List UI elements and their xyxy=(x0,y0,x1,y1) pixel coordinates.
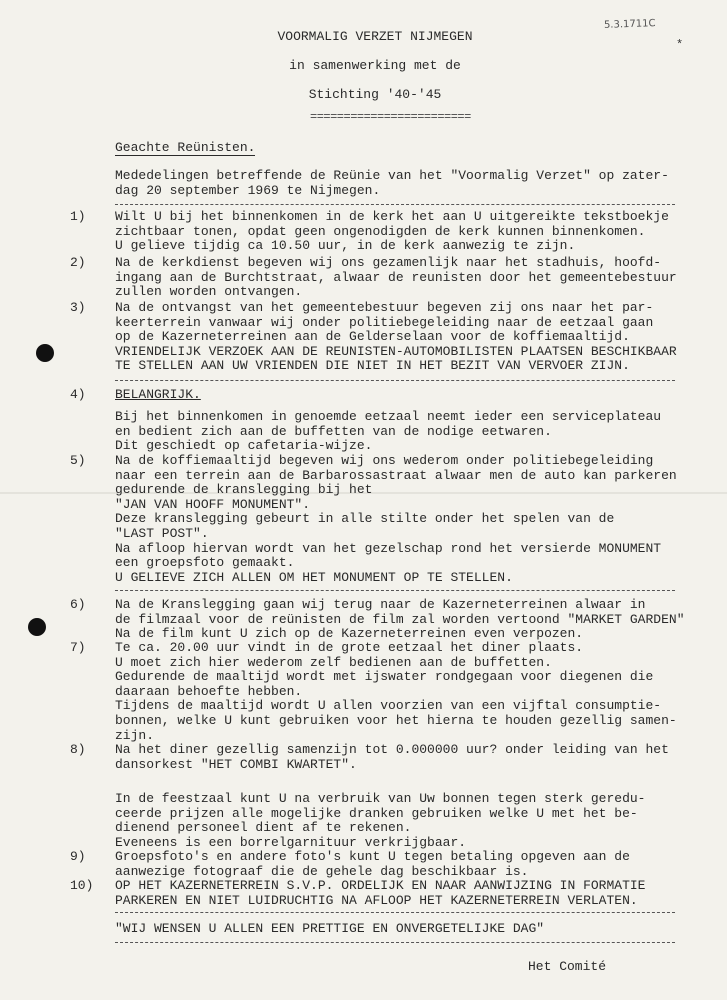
punch-hole-top xyxy=(36,344,54,362)
item-number: 3) xyxy=(70,300,86,315)
item-line: een groepsfoto gemaakt. xyxy=(115,555,295,571)
item-line: daaraan behoefte hebben. xyxy=(115,683,303,699)
item-number: 4) xyxy=(70,387,86,402)
item-line: Deze kranslegging gebeurt in alle stilte onder het spelen van de xyxy=(115,511,615,527)
item-line: op de Kazerneterreinen aan de Gelderselaan voor de koffiemaaltijd. xyxy=(115,329,630,345)
item-line: bonnen, welke U kunt gebruiken voor het hierna te houden gezellig samen- xyxy=(115,712,677,728)
item-1 xyxy=(70,210,680,254)
item-line: Na de kerkdienst begeven wij ons gezamenlijk naar het stadhuis, hoofd- xyxy=(115,255,662,270)
item-8 xyxy=(70,743,680,772)
item-line: U gelieve tijdig ca 10.50 uur, in de kerk aanwezig te zijn. xyxy=(115,238,576,254)
letter-header xyxy=(230,30,520,117)
item-line: de filmzaal voor de reünisten de film zal worden vertoond "MARKET GARDEN" xyxy=(115,611,685,627)
item-line: ingang aan de Burchtstraat, alwaar de reunisten door het gemeentebestuur xyxy=(115,269,677,285)
item-line: Dit geschiedt op cafetaria-wijze. xyxy=(115,438,373,454)
bonnen-paragraph xyxy=(70,792,680,850)
paragraph-line: Eveneens is een borrelgarnituur verkrijgbaar. xyxy=(115,834,467,850)
intro-line: dag 20 september 1969 te Nijmegen. xyxy=(115,182,381,198)
header-foundation: Stichting '40-'45 xyxy=(308,87,442,102)
item-line: naar een terrein aan de Barbarossastraat alwaar men de auto kan parkeren xyxy=(115,467,677,483)
header-double-rule: ======================== xyxy=(310,110,471,124)
intro-line: Mededelingen betreffende de Reünie van het "Voormalig Verzet" op zater- xyxy=(115,168,669,183)
item-line: Na de koffiemaaltijd begeven wij ons wederom onder politiebegeleiding xyxy=(115,453,654,468)
item-line: Na de ontvangst van het gemeentebestuur begeven zij ons naar het par- xyxy=(115,300,654,315)
item-line: Gedurende de maaltijd wordt met ijswater rondgegaan voor diegenen die xyxy=(115,669,654,685)
item-line: Wilt U bij het binnenkomen in de kerk het aan U uitgereikte tekstboekje xyxy=(115,209,669,224)
item-line: OP HET KAZERNETERREIN S.V.P. ORDELIJK EN NAAR AANWIJZING IN FORMATIE xyxy=(115,878,646,893)
item-number: 1) xyxy=(70,209,86,224)
item-5 xyxy=(70,454,680,585)
dashed-rule xyxy=(115,590,675,591)
item-heading: BELANGRIJK. xyxy=(115,387,201,402)
paragraph-line: In de feestzaal kunt U na verbruik van Uw bonnen tegen sterk geredu- xyxy=(115,791,646,806)
item-line: gedurende de kranslegging bij het xyxy=(115,482,373,498)
item-number: 2) xyxy=(70,255,86,270)
item-number: 9) xyxy=(70,849,86,864)
closing-text: "WIJ WENSEN U ALLEN EEN PRETTIGE EN ONVERGETELIJKE DAG" xyxy=(115,921,545,936)
item-line: Na het diner gezellig samenzijn tot 0.000000 uur? onder leiding van het xyxy=(115,742,669,757)
dashed-rule xyxy=(115,942,675,943)
item-line: Na de Kranslegging gaan wij terug naar de Kazerneterreinen alwaar in xyxy=(115,597,646,612)
paragraph-line: ceerde prijzen alle mogelijke dranken gebruiken welke U met het be- xyxy=(115,805,638,821)
header-cooperation: in samenwerking met de xyxy=(289,58,461,73)
item-line: Groepsfoto's en andere foto's kunt U tegen betaling opgeven aan de xyxy=(115,849,630,864)
dashed-rule xyxy=(115,380,675,381)
signature: Het Comité xyxy=(528,959,607,974)
intro-paragraph xyxy=(115,169,680,198)
item-line: aanwezige fotograaf die de gehele dag beschikbaar is. xyxy=(115,863,529,879)
item-number: 7) xyxy=(70,640,86,655)
item-line: U moet zich hier wederom zelf bedienen aan de buffetten. xyxy=(115,654,552,670)
item-line: zullen worden ontvangen. xyxy=(115,284,303,300)
item-2 xyxy=(70,256,680,300)
archive-reference: 5.3.1711C xyxy=(603,18,656,31)
item-line: VRIENDELIJK VERZOEK AAN DE REUNISTEN-AUTOMOBILISTEN PLAATSEN BESCHIKBAAR xyxy=(115,343,677,359)
closing-wish xyxy=(70,922,680,937)
item-line: Na afloop hiervan wordt van het gezelschap rond het versierde MONUMENT xyxy=(115,540,662,556)
item-line: "JAN VAN HOOFF MONUMENT". xyxy=(115,496,311,512)
item-number: 10) xyxy=(70,878,94,893)
punch-hole-bottom xyxy=(28,618,46,636)
item-7 xyxy=(70,641,680,743)
item-line: "LAST POST". xyxy=(115,525,209,541)
item-line: TE STELLEN AAN UW VRIENDEN DIE NIET IN HET BEZIT VAN VERVOER ZIJN. xyxy=(115,358,630,374)
item-3 xyxy=(70,301,680,374)
item-line: Tijdens de maaltijd wordt U allen voorzien van een vijftal consumptie- xyxy=(115,698,662,714)
item-number: 5) xyxy=(70,453,86,468)
item-line: U GELIEVE ZICH ALLEN OM HET MONUMENT OP TE STELLEN. xyxy=(115,569,513,585)
item-number: 6) xyxy=(70,597,86,612)
item-9 xyxy=(70,850,680,879)
greeting-text: Geachte Reünisten. xyxy=(115,140,256,155)
item-line: PARKEREN EN NIET LUIDRUCHTIG NA AFLOOP HET KAZERNETERREIN VERLATEN. xyxy=(115,892,638,908)
item-line: dansorkest "HET COMBI KWARTET". xyxy=(115,756,357,772)
item-line: Na de film kunt U zich op de Kazerneterreinen even verpozen. xyxy=(115,626,584,642)
item-4-body xyxy=(70,410,680,454)
dashed-rule xyxy=(115,204,675,205)
item-line: zijn. xyxy=(115,727,155,743)
item-6 xyxy=(70,597,685,642)
dashed-rule xyxy=(115,912,675,913)
item-line: keerterrein vanwaar wij onder politiebegeleiding naar de eetzaal gaan xyxy=(115,314,654,330)
item-number: 8) xyxy=(70,742,86,757)
item-line: Bij het binnenkomen in genoemde eetzaal neemt ieder een serviceplateau xyxy=(115,409,662,424)
corner-mark: * xyxy=(676,38,684,52)
header-organisation: VOORMALIG VERZET NIJMEGEN xyxy=(277,29,473,44)
greeting xyxy=(115,141,255,156)
item-4 xyxy=(70,388,680,403)
paragraph-line: dienend personeel dient af te rekenen. xyxy=(115,820,412,836)
item-line: zichtbaar tonen, opdat geen ongenodigden de kerk kunnen binnenkomen. xyxy=(115,223,646,239)
item-line: Te ca. 20.00 uur vindt in de grote eetzaal het diner plaats. xyxy=(115,640,584,655)
item-line: en bedient zich aan de buffetten van de nodige eetwaren. xyxy=(115,423,552,439)
item-10 xyxy=(70,879,680,908)
